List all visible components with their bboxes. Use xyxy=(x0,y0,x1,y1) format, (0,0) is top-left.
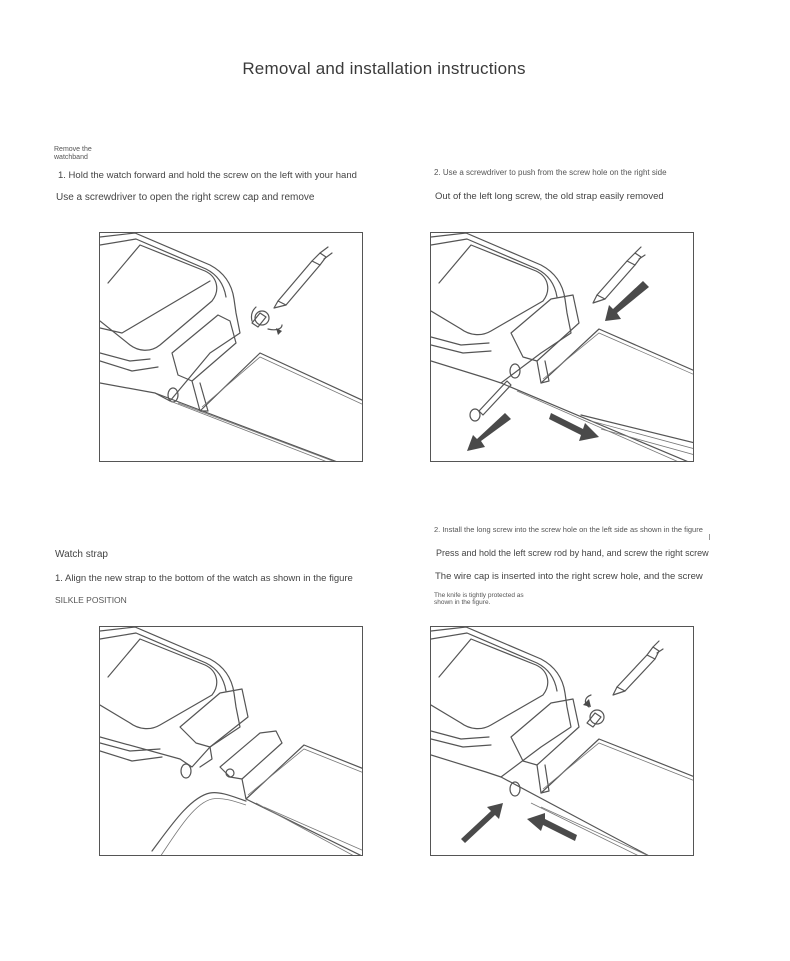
arrow-screw-out-icon xyxy=(467,413,511,451)
screw-cap-icon xyxy=(583,695,604,727)
figure-align-new-strap xyxy=(99,626,363,856)
watch-body-illustration xyxy=(431,627,579,796)
step1-line2: Use a screwdriver to open the right screw cap and remove xyxy=(56,192,315,203)
watch-body-illustration xyxy=(100,627,248,778)
step1-label: Remove the watchband xyxy=(54,146,92,161)
step2-line1: 2. Use a screwdriver to push from the screw hole on the right side xyxy=(434,168,667,177)
step3-label: Watch strap xyxy=(55,549,108,560)
strap-illustration xyxy=(155,353,363,462)
watch-body-illustration xyxy=(431,233,579,383)
strap-illustration xyxy=(501,739,694,856)
figure-push-out-screw xyxy=(430,232,694,462)
screwdriver-icon xyxy=(274,247,332,308)
step4-line1: 2. Install the long screw into the screw hole on the left side as shown in the figure xyxy=(434,525,703,534)
stray-mark xyxy=(709,534,710,540)
step4-line2: Press and hold the left screw rod by hand, and screw the right screw xyxy=(436,548,709,558)
step1-line1: 1. Hold the watch forward and hold the screw on the left with your hand xyxy=(58,170,357,181)
new-strap-illustration xyxy=(152,731,363,856)
step4-line3: The wire cap is inserted into the right screw hole, and the screw xyxy=(435,571,703,582)
arrow-push-in-icon xyxy=(605,281,649,321)
figure-install-screw xyxy=(430,626,694,856)
page-title: Removal and installation instructions xyxy=(242,59,526,78)
screw-cap-icon xyxy=(251,307,282,335)
watch-body-illustration xyxy=(100,233,240,411)
arrow-push-strap-icon xyxy=(527,813,577,841)
screwdriver-icon xyxy=(613,641,663,695)
step3-line2: SILKLE POSITION xyxy=(55,595,127,605)
figure-remove-screw-cap xyxy=(99,232,363,462)
strap-illustration xyxy=(501,329,694,462)
step3-line1: 1. Align the new strap to the bottom of the watch as shown in the figure xyxy=(55,573,353,584)
step2-line2: Out of the left long screw, the old strap easily removed xyxy=(435,191,664,202)
step4-note: The knife is tightly protected as shown in the figure. xyxy=(434,592,524,606)
arrow-insert-screw-icon xyxy=(461,803,503,843)
